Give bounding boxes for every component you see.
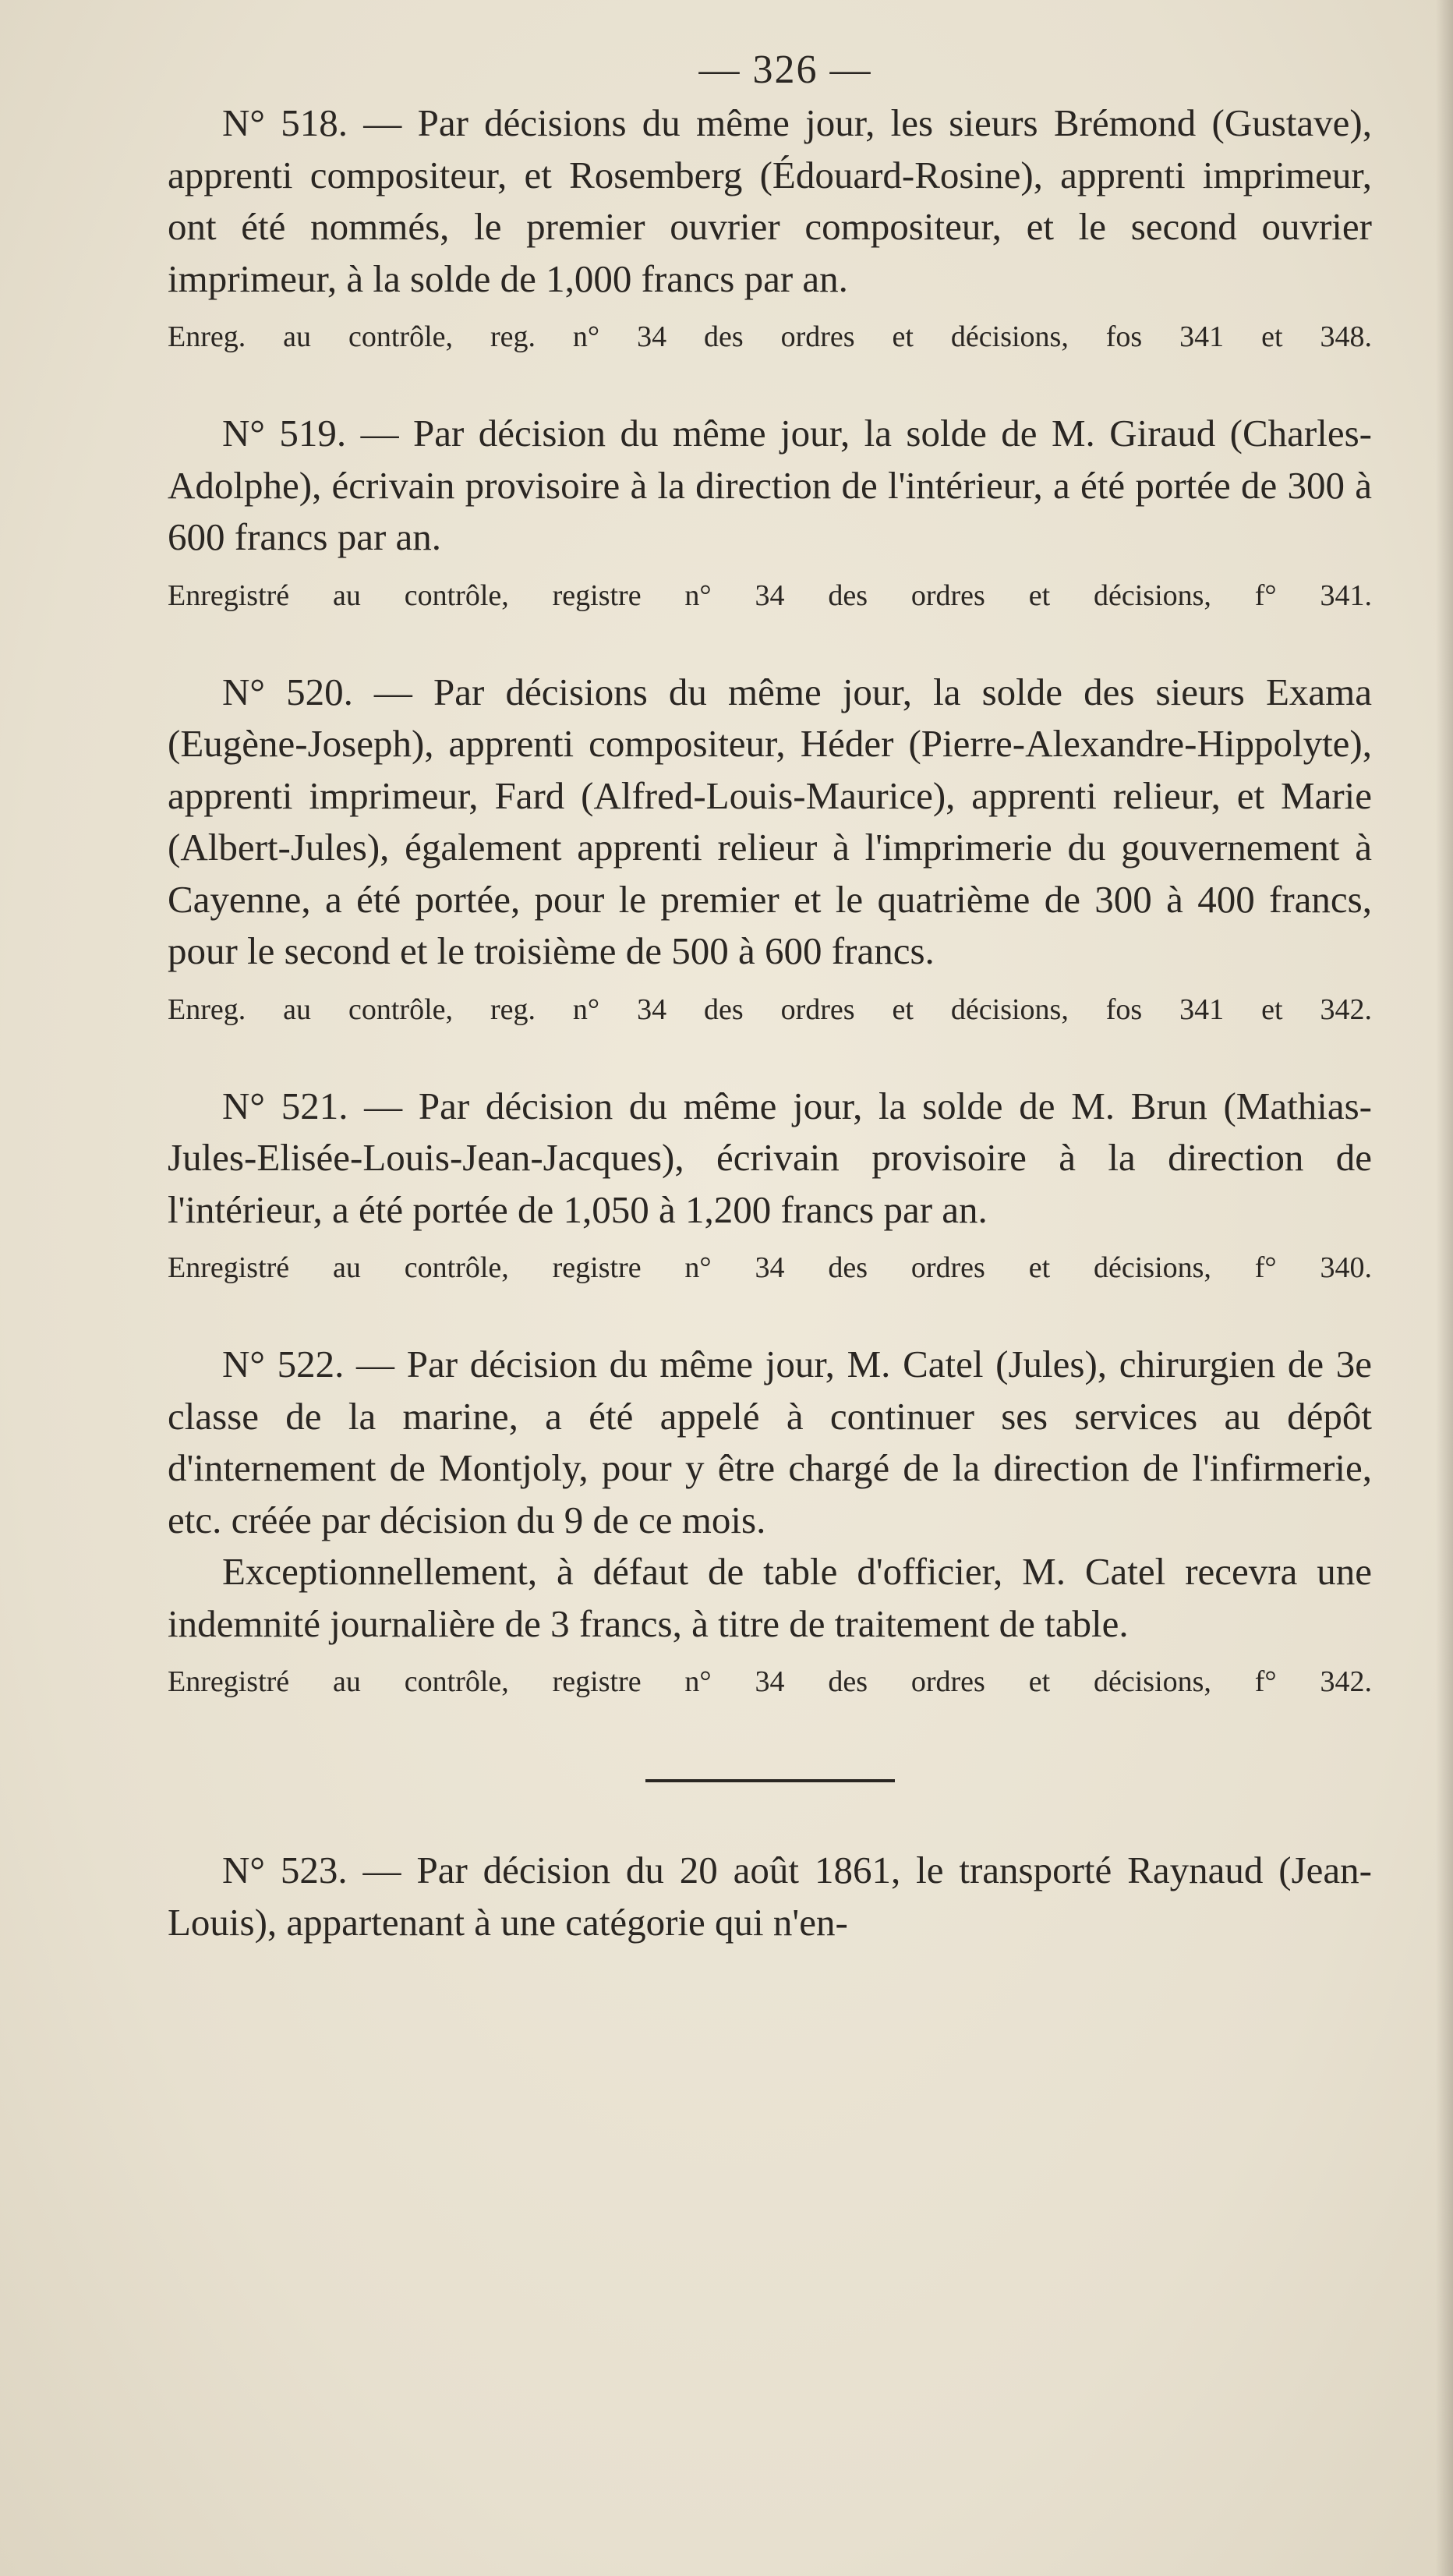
entry-519: [168, 408, 1372, 615]
entry-521: [168, 1081, 1372, 1288]
registration-note: Enreg. au contrôle, reg. n° 34 des ordres et décisions, fos 341 et 342.: [168, 993, 1372, 1026]
registration-note: Enreg. au contrôle, reg. n° 34 des ordres et décisions, fos 341 et 348.: [168, 320, 1372, 353]
section-divider: [645, 1779, 895, 1782]
page-number: — 326 —: [698, 48, 872, 92]
entry-text-continued: Exceptionnellement, à défaut de table d'officier, M. Catel recevra une indemnité journalière de 3 francs, à titre de traitement de table.: [168, 1550, 1372, 1645]
entry-523: [168, 1845, 1372, 1948]
registration-note: Enregistré au contrôle, registre n° 34 des ordres et décisions, f° 340.: [168, 1251, 1372, 1284]
entry-text: N° 518. — Par décisions du même jour, les sieurs Brémond (Gustave), apprenti compositeur, et Rosemberg (Édouard-Rosine), apprenti imprimeur, ont été nommés, le premier ouvrier compositeur, et le second ouvrier imprimeur, à la solde de 1,000 francs par an.: [168, 101, 1372, 300]
registration-note: Enregistré au contrôle, registre n° 34 des ordres et décisions, f° 341.: [168, 579, 1372, 612]
entry-text: N° 521. — Par décision du même jour, la solde de M. Brun (Mathias-Jules-Elisée-Louis-Jean-Jacques), écrivain provisoire à la direction de l'intérieur, a été portée de 1,050 à 1,200 francs par an.: [168, 1084, 1372, 1231]
page-edge-shadow: [1436, 0, 1453, 2576]
entry-520: [168, 667, 1372, 1029]
entry-text: N° 523. — Par décision du 20 août 1861, le transporté Raynaud (Jean-Louis), appartenant à une catégorie qui n'en-: [168, 1849, 1372, 1944]
entry-522: [168, 1339, 1372, 1701]
document-body: [168, 47, 1372, 2000]
entry-518: [168, 97, 1372, 356]
entry-text: N° 522. — Par décision du même jour, M. Catel (Jules), chirurgien de 3e classe de la marine, a été appelé à continuer ses services au dépôt d'internement de Montjoly, pour y être chargé de la direction de l'infirmerie, etc. créée par décision du 9 de ce mois.: [168, 1343, 1372, 1541]
entry-text: N° 519. — Par décision du même jour, la solde de M. Giraud (Charles-Adolphe), écrivain provisoire à la direction de l'intérieur, a été portée de 300 à 600 francs par an.: [168, 412, 1372, 558]
entry-text: N° 520. — Par décisions du même jour, la solde des sieurs Exama (Eugène-Joseph), apprenti compositeur, Héder (Pierre-Alexandre-Hippolyte), apprenti imprimeur, Fard (Alfred-Louis-Maurice), apprenti relieur, et Marie (Albert-Jules), également apprenti relieur à l'imprimerie du gouvernement à Cayenne, a été portée, pour le premier et le quatrième de 300 à 400 francs, pour le second et le troisième de 500 à 600 francs.: [168, 670, 1372, 972]
registration-note: Enregistré au contrôle, registre n° 34 des ordres et décisions, f° 342.: [168, 1665, 1372, 1698]
